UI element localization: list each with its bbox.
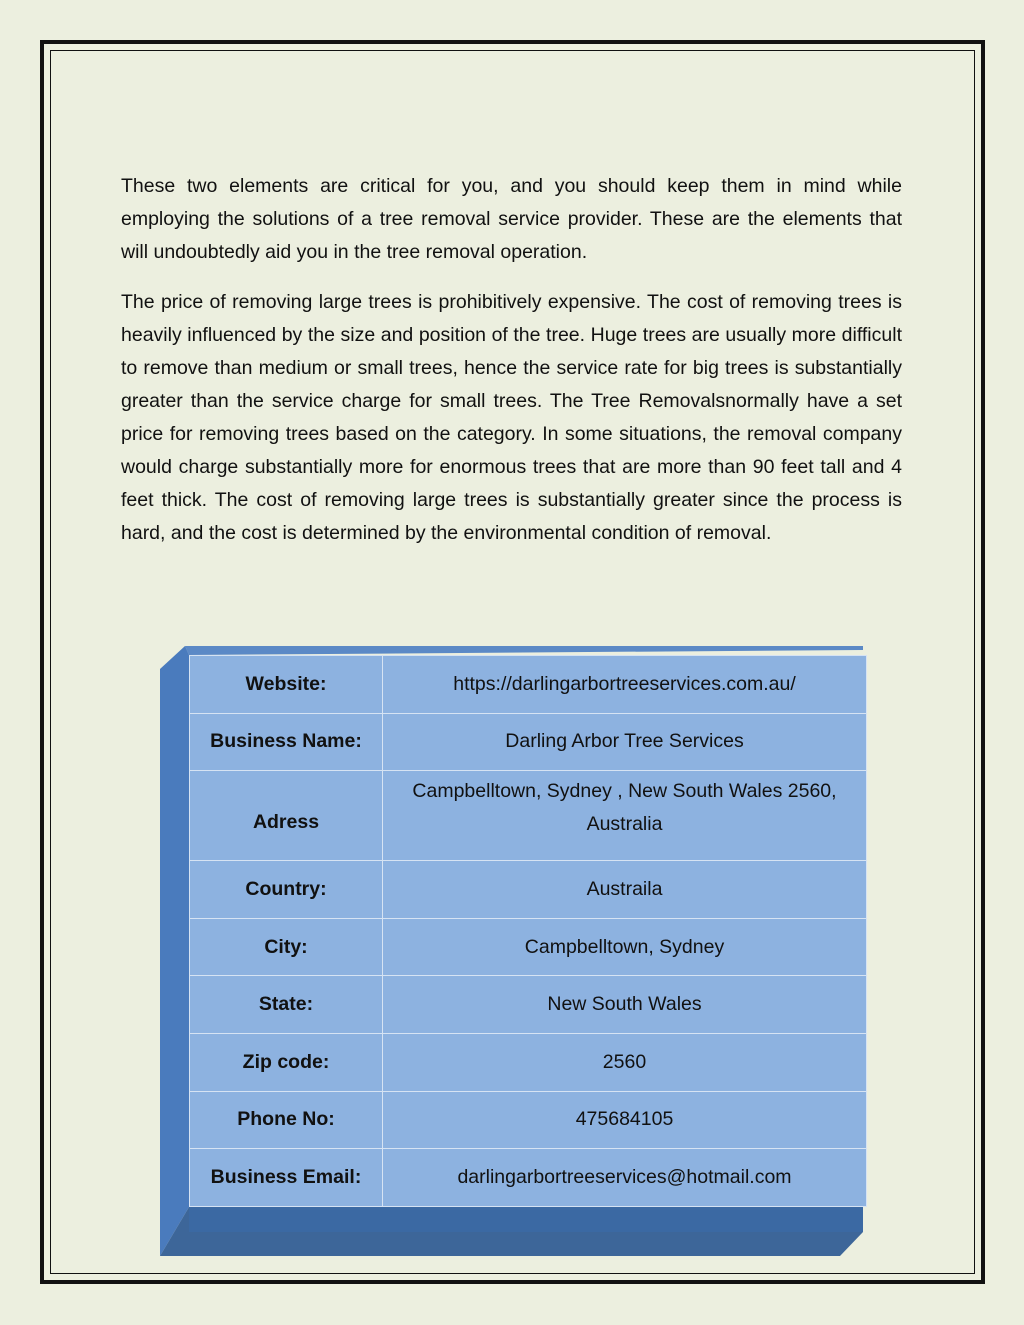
phone-label: Phone No:	[190, 1091, 383, 1149]
email-value[interactable]: darlingarbortreeservices@hotmail.com	[383, 1149, 867, 1207]
table-row	[190, 771, 867, 861]
table-row	[190, 1034, 867, 1092]
body-text	[121, 170, 902, 567]
bevel-bottom-front	[189, 1207, 863, 1232]
table-row	[190, 656, 867, 714]
table-row	[190, 1091, 867, 1149]
country-value: Austraila	[383, 861, 867, 919]
paragraph-2: The price of removing large trees is prohibitively expensive. The cost of removing trees is heavily influenced by the size and position of the tree. Huge trees are usually more difficult to remove than medium or small trees, hence the service rate for big trees is substantially greater than the service charge for small trees. The Tree Removalsnormally have a set price for removing trees based on the category. In some situations, the removal company would charge substantially more for enormous trees that are more than 90 feet tall and 4 feet thick. The cost of removing large trees is substantially greater since the process is hard, and the cost is determined by the environmental condition of removal.	[121, 291, 902, 544]
phone-value: 475684105	[383, 1091, 867, 1149]
bevel-top	[185, 646, 863, 655]
country-label: Country:	[190, 861, 383, 919]
business-name-label: Business Name:	[190, 713, 383, 771]
table-row	[190, 861, 867, 919]
state-value: New South Wales	[383, 976, 867, 1034]
website-label: Website:	[190, 656, 383, 714]
paragraph-1: These two elements are critical for you, and you should keep them in mind while employing the solutions of a tree removal service provider. These are the elements that will undoubtedly aid you in the tree removal operation.	[121, 175, 902, 263]
city-value: Campbelltown, Sydney	[383, 918, 867, 976]
business-details-table	[160, 646, 863, 1256]
table-row	[190, 1149, 867, 1207]
state-label: State:	[190, 976, 383, 1034]
business-name-value: Darling Arbor Tree Services	[383, 713, 867, 771]
table-row	[190, 976, 867, 1034]
city-label: City:	[190, 918, 383, 976]
email-label: Business Email:	[190, 1149, 383, 1207]
table-row	[190, 918, 867, 976]
address-label: Adress	[190, 771, 383, 861]
zip-code-label: Zip code:	[190, 1034, 383, 1092]
zip-code-value: 2560	[383, 1034, 867, 1092]
details-grid	[189, 655, 867, 1207]
bevel-left	[160, 646, 189, 1256]
website-value[interactable]: https://darlingarbortreeservices.com.au/	[383, 656, 867, 714]
address-value: Campbelltown, Sydney , New South Wales 2560, Australia	[383, 771, 867, 861]
table-row	[190, 713, 867, 771]
